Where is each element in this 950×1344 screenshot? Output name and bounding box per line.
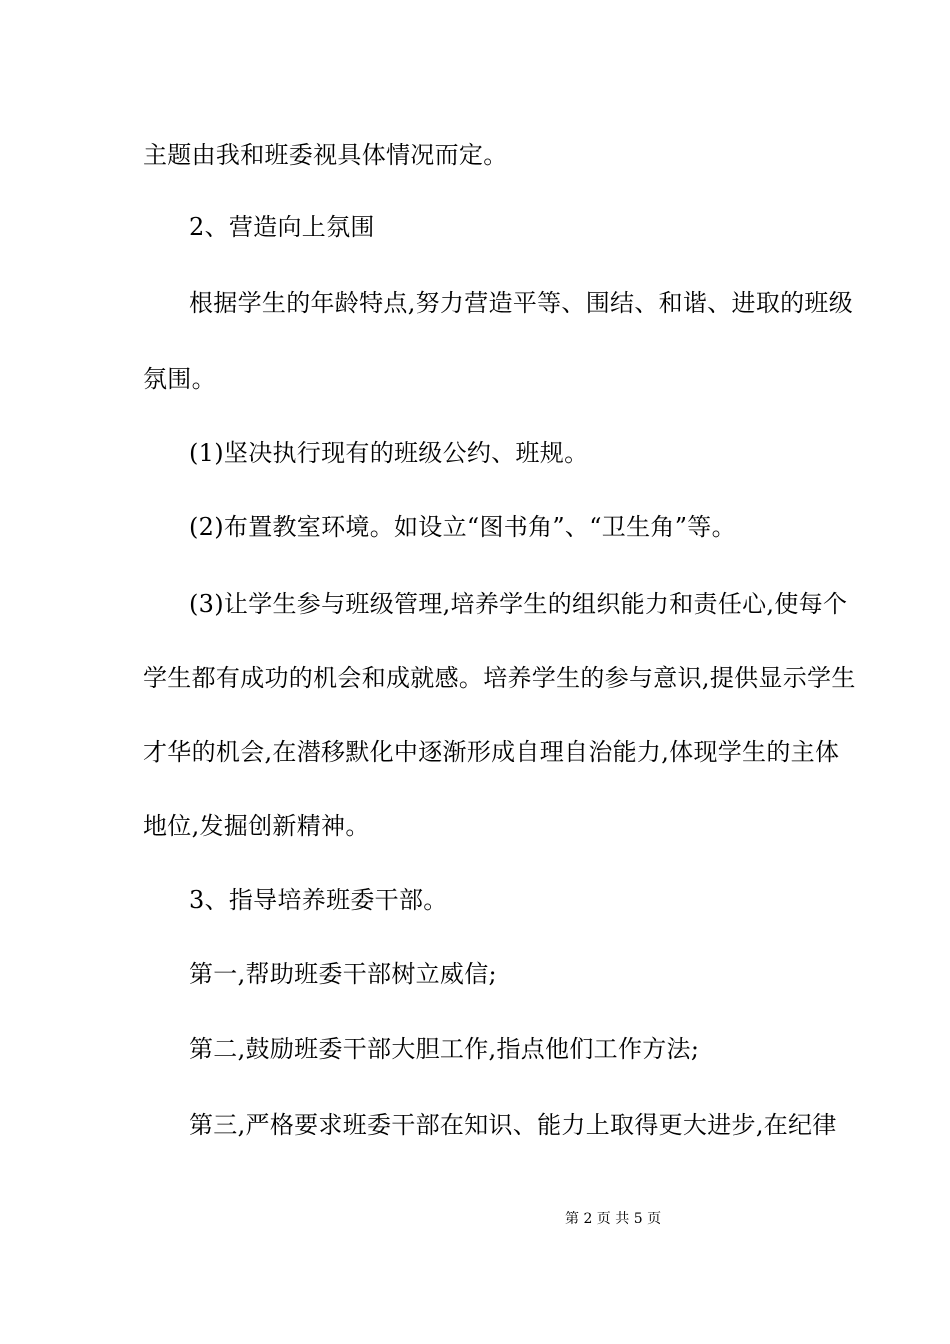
paragraph-line: 才华的机会,在潜移默化中逐渐形成自理自治能力,体现学生的主体: [143, 738, 840, 766]
section-heading: 3、指导培养班委干部。: [189, 886, 448, 914]
list-item: (2)布置教室环境。如设立“图书角”、“卫生角”等。: [189, 513, 736, 541]
paragraph-line: 主题由我和班委视具体情况而定。: [143, 141, 508, 169]
paragraph-line: 根据学生的年龄特点,努力营造平等、围结、和谐、进取的班级: [189, 289, 854, 317]
paragraph-line: 学生都有成功的机会和成就感。培养学生的参与意识,提供显示学生: [143, 664, 856, 692]
paragraph-line: 氛围。: [143, 365, 216, 393]
page-number: 第 2 页 共 5 页: [565, 1211, 662, 1227]
paragraph-line: 第二,鼓励班委干部大胆工作,指点他们工作方法;: [189, 1035, 700, 1063]
paragraph-line: 第一,帮助班委干部树立威信;: [189, 960, 497, 988]
list-item: (3)让学生参与班级管理,培养学生的组织能力和责任心,使每个: [189, 590, 848, 618]
list-item: (1)坚决执行现有的班级公约、班规。: [189, 439, 589, 467]
section-heading: 2、营造向上氛围: [189, 213, 375, 241]
paragraph-line: 地位,发掘创新精神。: [143, 812, 370, 840]
paragraph-line: 第三,严格要求班委干部在知识、能力上取得更大进步,在纪律: [189, 1111, 837, 1139]
